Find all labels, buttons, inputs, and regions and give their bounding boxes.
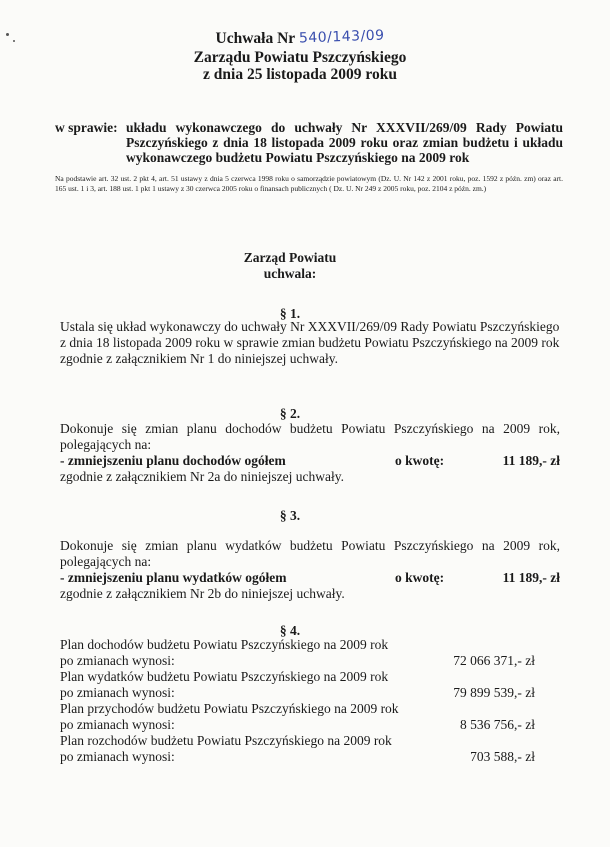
plan-revenues-row: [60, 717, 535, 733]
section-3-change-row: [60, 570, 560, 586]
plan-expenses-line1: Plan wydatków budżetu Powiatu Pszczyńskiego na 2009 rok: [60, 669, 389, 684]
section-2-footer: zgodnie z załącznikiem Nr 2a do niniejszej uchwały.: [60, 469, 345, 484]
plan-disbursements-line2: po zmianach wynosi:: [60, 749, 175, 764]
resolution-date: z dnia 25 listopada 2009 roku: [203, 66, 397, 83]
section-2-intro: Dokonuje się zmian planu dochodów budżetu Powiatu Pszczyńskiego na 2009 rok, polegających na:: [60, 421, 560, 452]
plan-revenues-amount: 8 536 756,- zł: [460, 717, 535, 732]
handwritten-resolution-number: 540/143/09: [298, 27, 385, 47]
resolution-label: Uchwała Nr: [215, 30, 295, 47]
plan-expenses-row: [60, 685, 535, 701]
subject-label: w sprawie:: [55, 120, 118, 135]
section-2-by-amount-label: o kwotę:: [395, 453, 445, 468]
resolution-title-line: [150, 27, 450, 49]
board-resolves: uchwala:: [263, 266, 317, 281]
plan-disbursements-row: [60, 749, 535, 765]
section-4-plans: [60, 637, 535, 765]
board-name: Zarząd Powiatu: [243, 250, 337, 265]
plan-income-line2: po zmianach wynosi:: [60, 653, 175, 668]
legal-basis: Na podstawie art. 32 ust. 2 pkt 4, art. 51 ustawy z dnia 5 czerwca 1998 roku o samorządzie powiatowym (Dz. U. Nr 142 z 2001 roku, poz. 1592 z późn. zm) oraz art. 165 ust. 1 i 3, art. 188 ust. 1 pkt 1 ustawy z 30 czerwca 2005 roku o finansach publicznych ( Dz. U. Nr 249 z 2005 roku, poz. 2104 z późn. zm.): [55, 174, 563, 193]
section-2-item: - zmniejszeniu planu dochodów ogółem: [60, 453, 286, 468]
plan-item: [60, 637, 535, 669]
section-3-amount: 11 189,- zł: [502, 570, 560, 585]
resolution-header: [150, 27, 450, 84]
plan-item: [60, 669, 535, 701]
section-2-heading: § 2.: [279, 406, 301, 421]
plan-expenses-line2: po zmianach wynosi:: [60, 685, 175, 700]
section-1-text: Ustala się układ wykonawczy do uchwały Nr XXXVII/269/09 Rady Powiatu Pszczyńskiego z dnia 18 listopada 2009 roku w sprawie zmian budżetu Powiatu Pszczyńskiego na 2009 rok zgodnie z załącznikiem Nr 1 do niniejszej uchwały.: [60, 319, 560, 366]
section-3-footer: zgodnie z załącznikiem Nr 2b do niniejszej uchwały.: [60, 586, 345, 601]
section-2-body: [60, 421, 560, 485]
scan-speck: [13, 40, 15, 42]
section-4-heading: § 4.: [279, 623, 301, 638]
plan-revenues-line2: po zmianach wynosi:: [60, 717, 175, 732]
section-3-item: - zmniejszeniu planu wydatków ogółem: [60, 570, 287, 585]
section-3-intro: Dokonuje się zmian planu wydatków budżetu Powiatu Pszczyńskiego na 2009 rok, polegających na:: [60, 538, 560, 569]
resolution-issuer: Zarządu Powiatu Pszczyńskiego: [193, 48, 407, 66]
plan-income-line1: Plan dochodów budżetu Powiatu Pszczyńskiego na 2009 rok: [60, 637, 389, 652]
plan-income-amount: 72 066 371,- zł: [453, 653, 535, 668]
section-2-amount: 11 189,- zł: [502, 453, 560, 468]
plan-income-row: [60, 653, 535, 669]
board-heading: [200, 250, 380, 282]
plan-expenses-amount: 79 899 539,- zł: [453, 685, 535, 700]
section-3-heading: § 3.: [279, 508, 301, 523]
plan-disbursements-line1: Plan rozchodów budżetu Powiatu Pszczyńskiego na 2009 rok: [60, 733, 392, 748]
section-3-by-amount-label: o kwotę:: [395, 570, 445, 585]
plan-item: [60, 701, 535, 733]
subject-text: układu wykonawczego do uchwały Nr XXXVII/269/09 Rady Powiatu Pszczyńskiego z dnia 18 listopada 2009 roku oraz zmian budżetu i układu wykonawczego budżetu Powiatu Pszczyńskiego na 2009 rok: [126, 120, 563, 165]
plan-item: [60, 733, 535, 765]
plan-disbursements-amount: 703 588,- zł: [470, 749, 535, 764]
section-1-heading: § 1.: [279, 306, 301, 321]
plan-revenues-line1: Plan przychodów budżetu Powiatu Pszczyńskiego na 2009 rok: [60, 701, 399, 716]
section-3-body: [60, 538, 560, 602]
scan-speck: [6, 33, 9, 36]
section-2-change-row: [60, 453, 560, 469]
